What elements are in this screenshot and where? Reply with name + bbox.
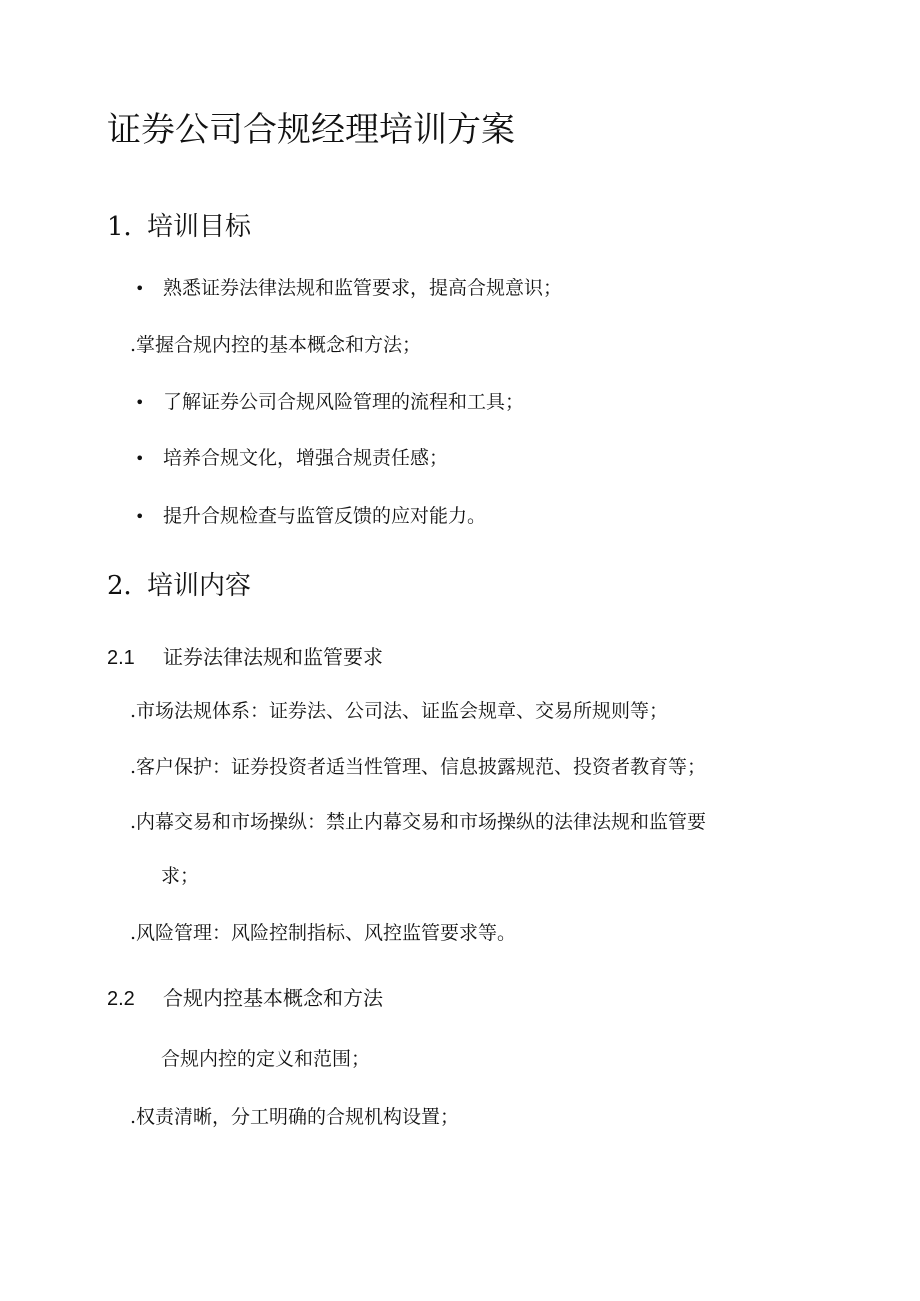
list-item: [135, 449, 448, 468]
content-line: .客户保护：证券投资者适当性管理、信息披露规范、投资者教育等；: [130, 756, 707, 778]
subsection-2-1-title: 证券法律法规和监管要求: [163, 645, 383, 669]
section-2-number: 2．: [107, 571, 150, 601]
content-line: .风险管理：风险控制指标、风控监管要求等。: [130, 922, 517, 944]
section-1-title: 培训目标: [147, 212, 252, 242]
list-item-text: 了解证券公司合规风险管理的流程和工具；: [163, 391, 525, 413]
content-line: 求；: [161, 865, 200, 887]
section-1-number: 1．: [107, 212, 150, 242]
subsection-2-2-heading: [107, 988, 383, 1009]
bullet-icon: •: [135, 449, 145, 468]
list-item: [135, 279, 562, 298]
list-item-text: .掌握合规内控的基本概念和方法；: [130, 334, 422, 356]
list-item: [135, 393, 524, 412]
list-item: [135, 507, 486, 526]
section-1-heading: [107, 214, 251, 240]
list-item-text: 提升合规检查与监管反馈的应对能力。: [163, 505, 487, 527]
content-line: .权责清晰，分工明确的合规机构设置；: [130, 1106, 460, 1128]
section-2-heading: [107, 573, 251, 599]
bullet-icon: •: [135, 393, 145, 412]
bullet-icon: •: [135, 279, 145, 298]
section-2-title: 培训内容: [147, 571, 252, 601]
document-title: 证券公司合规经理培训方案: [107, 110, 515, 150]
list-item-text: 熟悉证券法律法规和监管要求，提高合规意识；: [163, 277, 563, 299]
bullet-icon: •: [135, 507, 145, 526]
content-line: .市场法规体系：证券法、公司法、证监会规章、交易所规则等；: [130, 700, 669, 722]
list-item: [130, 336, 421, 355]
subsection-2-1-number: 2.1: [107, 647, 135, 669]
list-item-text: 培养合规文化，增强合规责任感；: [163, 447, 449, 469]
content-line: .内幕交易和市场操纵：禁止内幕交易和市场操纵的法律法规和监管要: [130, 811, 707, 833]
subsection-2-2-number: 2.2: [107, 988, 135, 1010]
subsection-2-2-title: 合规内控基本概念和方法: [163, 986, 383, 1010]
content-line: 合规内控的定义和范围；: [161, 1048, 371, 1070]
subsection-2-1-heading: [107, 647, 383, 668]
